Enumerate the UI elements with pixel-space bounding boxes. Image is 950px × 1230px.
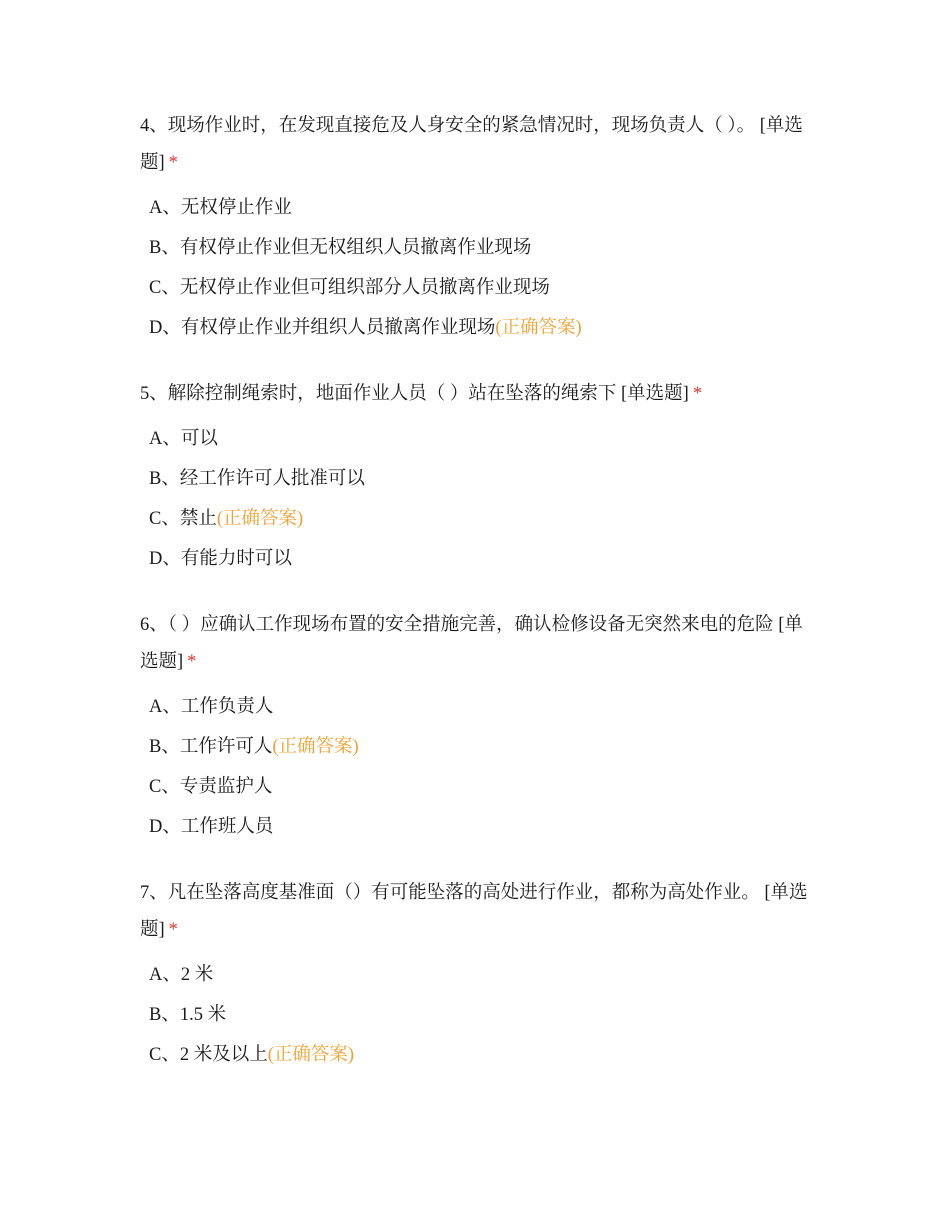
question-title: 4、现场作业时，在发现直接危及人身安全的紧急情况时，现场负责人（ ）。 [单选题] (140, 116, 803, 173)
question-6 (140, 607, 810, 847)
correct-answer-tag: (正确答案) (495, 318, 582, 338)
option-label: B、有权停止作业但无权组织人员撤离作业现场 (149, 238, 532, 258)
option-d[interactable] (140, 539, 810, 579)
option-a[interactable] (140, 955, 810, 995)
option-label: B、1.5 米 (149, 1005, 227, 1025)
correct-answer-tag: (正确答案) (216, 509, 304, 529)
correct-answer-tag: (正确答案) (272, 737, 359, 757)
option-label: B、经工作许可人批准可以 (149, 469, 365, 489)
question-text (140, 607, 810, 681)
question-title: 7、凡在坠落高度基准面（）有可能坠落的高处进行作业，都称为高处作业。 [单选题] (140, 883, 808, 940)
option-c[interactable] (140, 1035, 810, 1075)
option-label: C、专责监护人 (149, 777, 273, 797)
option-label: A、工作负责人 (149, 697, 274, 717)
required-mark: * (692, 384, 703, 404)
option-b[interactable] (140, 228, 810, 268)
option-label: D、有权停止作业并组织人员撤离作业现场 (149, 318, 496, 338)
option-label: D、有能力时可以 (149, 549, 292, 569)
option-b[interactable] (140, 995, 810, 1035)
option-label: C、2 米及以上 (149, 1045, 268, 1065)
option-label: C、禁止 (149, 509, 217, 529)
option-label: A、可以 (149, 429, 218, 449)
option-a[interactable] (140, 419, 810, 459)
option-c[interactable] (140, 767, 810, 807)
option-d[interactable] (140, 807, 810, 847)
option-a[interactable] (140, 188, 810, 228)
option-label: A、无权停止作业 (149, 198, 292, 218)
correct-answer-tag: (正确答案) (267, 1045, 355, 1065)
question-5 (140, 376, 810, 579)
question-title: 5、解除控制绳索时，地面作业人员（ ）站在坠落的绳索下 [单选题] (140, 384, 689, 404)
option-label: C、无权停止作业但可组织部分人员撤离作业现场 (149, 278, 550, 298)
option-c[interactable] (140, 499, 810, 539)
question-title: 6、（ ）应确认工作现场布置的安全措施完善，确认检修设备无突然来电的危险 [单选题] (140, 615, 803, 672)
option-c[interactable] (140, 268, 810, 308)
required-mark: * (187, 652, 197, 672)
option-label: A、2 米 (149, 965, 214, 985)
option-label: B、工作许可人 (149, 737, 273, 757)
question-text (140, 376, 810, 413)
option-a[interactable] (140, 687, 810, 727)
required-mark: * (168, 920, 178, 940)
option-b[interactable] (140, 459, 810, 499)
question-text (140, 875, 810, 949)
survey-page (140, 108, 810, 1103)
required-mark: * (168, 153, 178, 173)
question-7 (140, 875, 810, 1075)
option-d[interactable] (140, 308, 810, 348)
question-4 (140, 108, 810, 348)
option-label: D、工作班人员 (149, 817, 274, 837)
question-text (140, 108, 810, 182)
option-b[interactable] (140, 727, 810, 767)
